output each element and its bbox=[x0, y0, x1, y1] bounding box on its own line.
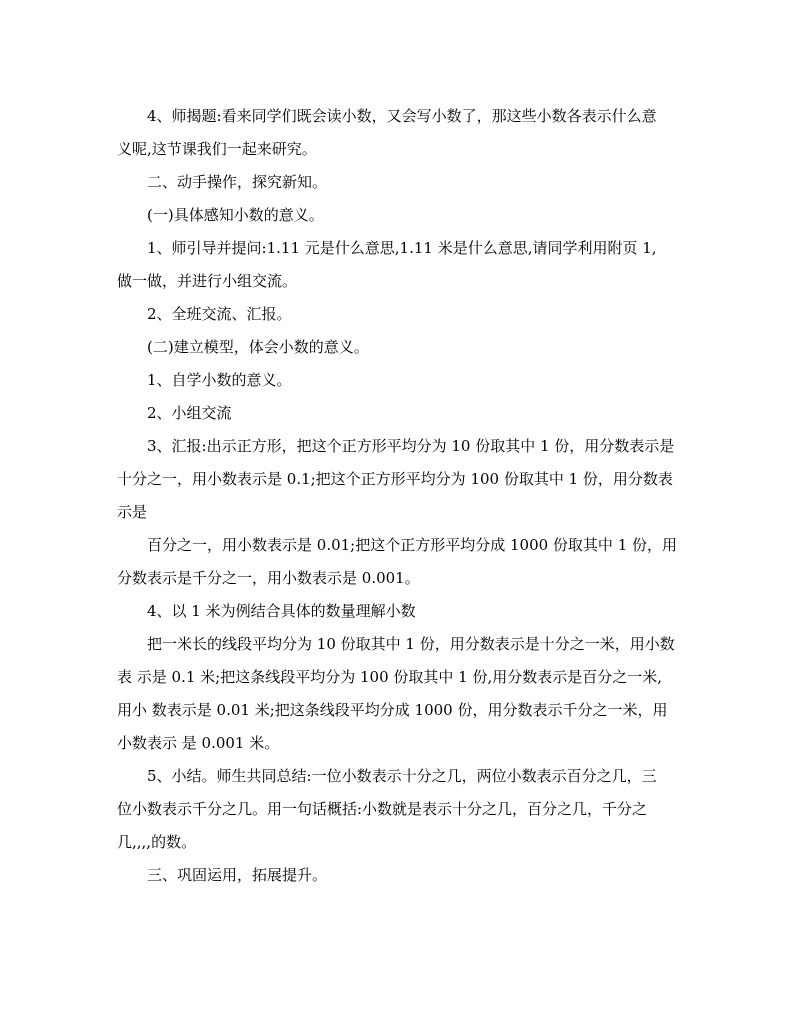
text-line: 几,,,,的数。 bbox=[117, 833, 197, 851]
text-line: 义呢,这节课我们一起来研究。 bbox=[117, 140, 317, 158]
text-line: 3、汇报:出示正方形，把这个正方形平均分为 10 份取其中 1 份，用分数表示是 bbox=[147, 437, 675, 455]
text-line: 百分之一，用小数表示是 0.01;把这个正方形平均分成 1000 份取其中 1 份，用 bbox=[147, 536, 678, 554]
text-line: 十分之一，用小数表示是 0.1;把这个正方形平均分为 100 份取其中 1 份，用分数表 bbox=[117, 470, 673, 488]
text-line: (二)建立模型，体会小数的意义。 bbox=[147, 338, 369, 356]
text-line: (一)具体感知小数的意义。 bbox=[147, 206, 324, 224]
text-line: 把一米长的线段平均分为 10 份取其中 1 份，用分数表示是十分之一米，用小数 bbox=[147, 635, 675, 653]
text-line: 示是 bbox=[117, 503, 148, 521]
text-line: 分数表示是千分之一，用小数表示是 0.001。 bbox=[117, 569, 420, 587]
text-line: 用小 数表示是 0.01 米;把这条线段平均分成 1000 份，用分数表示千分之一米，用 bbox=[117, 701, 668, 719]
text-line: 2、小组交流 bbox=[147, 404, 232, 422]
text-line: 5、小结。师生共同总结:一位小数表示十分之几，两位小数表示百分之几，三 bbox=[147, 767, 657, 785]
document-text bbox=[117, 100, 687, 892]
text-line: 4、以 1 米为例结合具体的数量理解小数 bbox=[147, 602, 416, 620]
text-line: 三、巩固运用，拓展提升。 bbox=[147, 866, 328, 884]
text-line: 二、动手操作，探究新知。 bbox=[147, 173, 328, 191]
text-line: 4、师揭题:看来同学们既会读小数，又会写小数了，那这些小数各表示什么意 bbox=[147, 107, 657, 125]
text-line: 小数表示 是 0.001 米。 bbox=[117, 734, 280, 752]
text-line: 1、师引导并提问:1.11 元是什么意思,1.11 米是什么意思,请同学利用附页 1, bbox=[147, 239, 657, 257]
text-line: 2、全班交流、汇报。 bbox=[147, 305, 292, 323]
text-line: 表 示是 0.1 米;把这条线段平均分为 100 份取其中 1 份,用分数表示是百分之一米, bbox=[117, 668, 662, 686]
document-body bbox=[117, 100, 687, 892]
text-line: 1、自学小数的意义。 bbox=[147, 371, 292, 389]
text-line: 做一做，并进行小组交流。 bbox=[117, 272, 298, 290]
text-line: 位小数表示千分之几。用一句话概括:小数就是表示十分之几，百分之几，千分之 bbox=[117, 800, 648, 818]
